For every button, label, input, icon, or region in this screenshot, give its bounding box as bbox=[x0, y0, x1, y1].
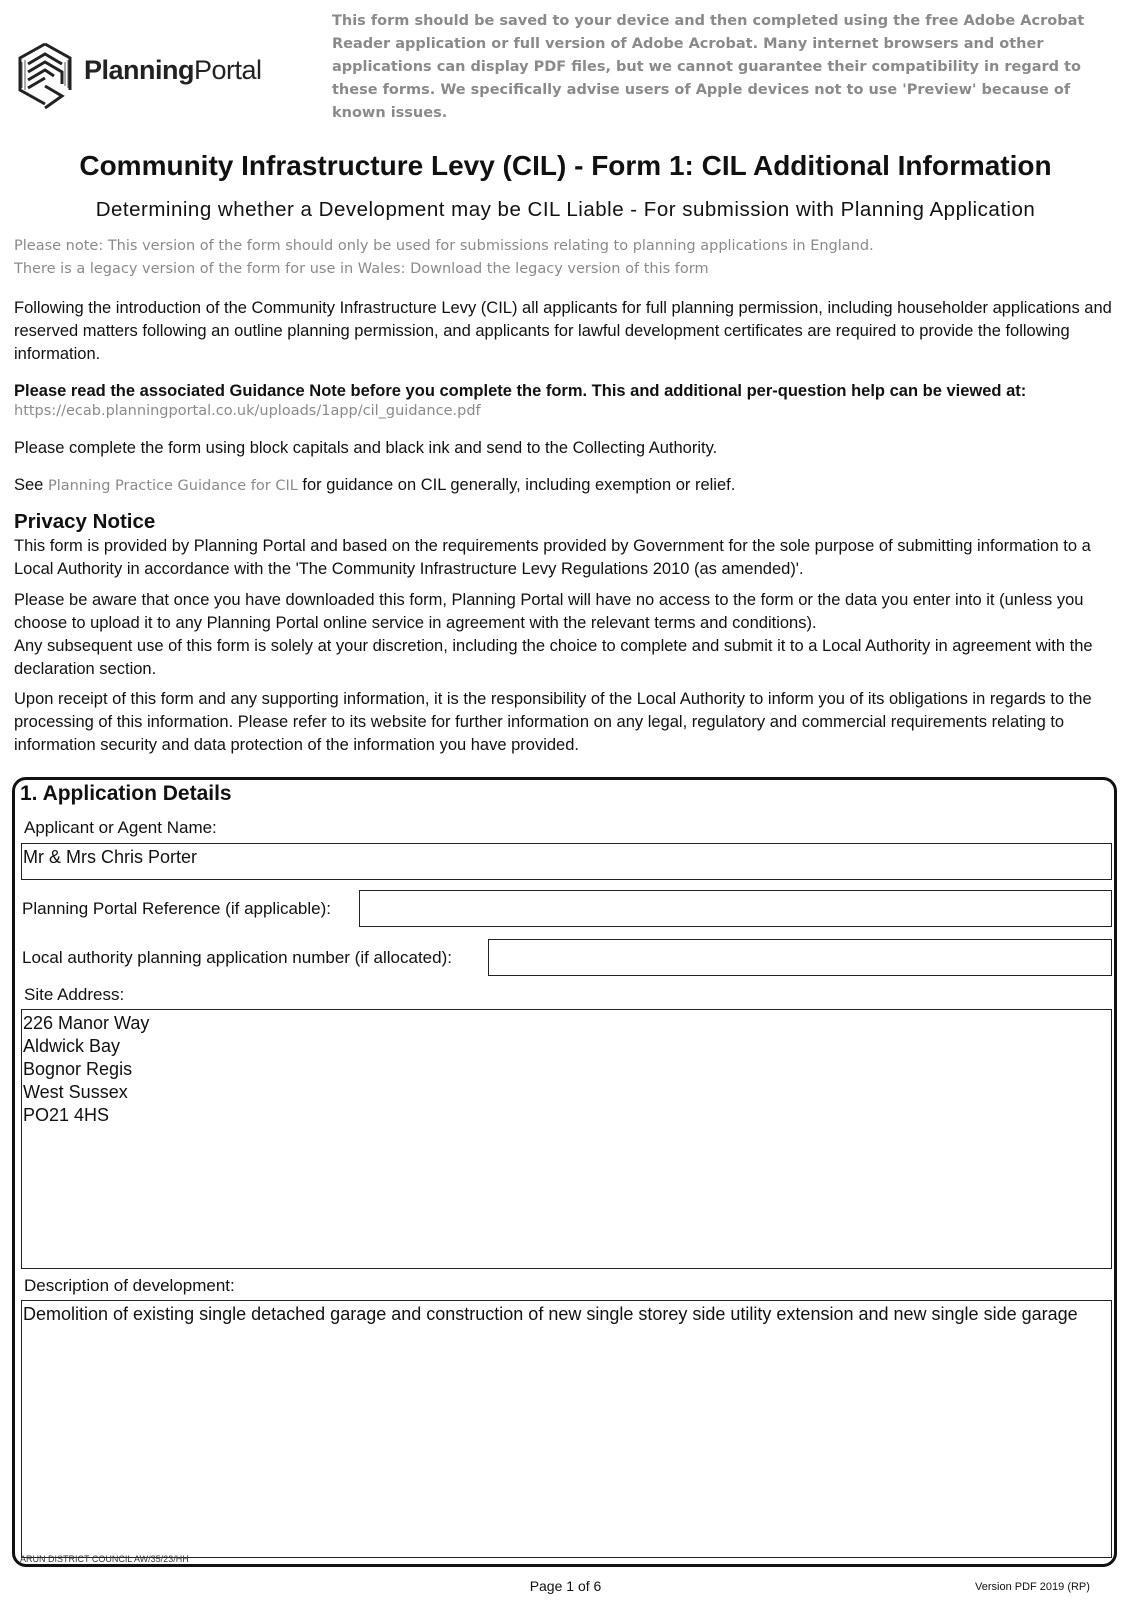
description-label: Description of development: bbox=[24, 1276, 235, 1295]
notice-line: Reader application or full version of Adobe Acrobat. Many internet browsers and other bbox=[332, 36, 1044, 52]
notice-line: these forms. We specifically advise users of Apple devices not to use 'Preview' because of bbox=[332, 82, 1071, 98]
form-title: Community Infrastructure Levy (CIL) - Form 1: CIL Additional Information bbox=[79, 150, 1052, 181]
logo-wordmark bbox=[84, 55, 262, 86]
notice-line: applications can display PDF files, but we cannot guarantee their compatibility in regard to bbox=[332, 59, 1081, 75]
privacy-p4: Upon receipt of this form and any supporting information, it is the responsibility of the Local Authority to inform you of its obligations in regards to the processing of this information. Please refer to its website for further information on any legal, regulatory and commercial requirements relating to information security and data protection of the information you have provided. bbox=[14, 690, 1092, 754]
applicant-name-field[interactable]: Mr & Mrs Chris Porter bbox=[21, 843, 1112, 880]
page-number: Page 1 of 6 bbox=[529, 1578, 602, 1594]
ppg-cil-link[interactable]: Planning Practice Guidance for CIL bbox=[47, 478, 298, 494]
la-number-label: Local authority planning application number (if allocated): bbox=[22, 948, 452, 967]
legacy-form-link[interactable]: There is a legacy version of the form for use in Wales: Download the legacy version of this form bbox=[14, 261, 709, 277]
privacy-p3: Any subsequent use of this form is solely at your discretion, including the choice to complete and submit it to a Local Authority in agreement with the declaration section. bbox=[14, 637, 1093, 678]
privacy-p1: This form is provided by Planning Portal and based on the requirements provided by Government for the sole purpose of submitting information to a Local Authority in accordance with the 'The Community Infrastructure Levy Regulations 2010 (as amended)'. bbox=[14, 537, 1091, 578]
portal-ref-field[interactable] bbox=[359, 890, 1112, 927]
section-title: 1. Application Details bbox=[20, 782, 232, 805]
logo-text-planning: Planning bbox=[84, 55, 194, 85]
notice-line: known issues. bbox=[332, 105, 448, 121]
applicant-label: Applicant or Agent Name: bbox=[24, 818, 217, 837]
version-label: Version PDF 2019 (RP) bbox=[975, 1581, 1090, 1593]
site-address-field[interactable]: 226 Manor Way Aldwick Bay Bognor Regis West Sussex PO21 4HS bbox=[21, 1009, 1112, 1269]
privacy-heading: Privacy Notice bbox=[14, 510, 156, 533]
privacy-p2: Please be aware that once you have downloaded this form, Planning Portal will have no access to the form or the data you enter into it (unless you choose to upload it to any Planning Portal online service in agreement with the relevant terms and conditions). bbox=[14, 591, 1084, 632]
complete-instruction: Please complete the form using block capitals and black ink and send to the Collecting Authority. bbox=[14, 439, 718, 457]
adobe-notice bbox=[332, 10, 1112, 125]
logo-text-portal: Portal bbox=[194, 55, 262, 85]
see-guidance bbox=[14, 474, 1114, 498]
see-suffix: for guidance on CIL generally, including exemption or relief. bbox=[297, 476, 736, 494]
wales-note[interactable] bbox=[14, 261, 1114, 277]
guidance-heading: Please read the associated Guidance Note before you complete the form. This and additional per-question help can be viewed at: bbox=[14, 382, 1027, 400]
description-field[interactable]: Demolition of existing single detached garage and construction of new single storey side utility extension and new single side garage bbox=[21, 1300, 1112, 1558]
guidance-link[interactable]: https://ecab.planningportal.co.uk/uploads/1app/cil_guidance.pdf bbox=[14, 403, 481, 419]
site-address-label: Site Address: bbox=[24, 985, 125, 1004]
england-note: Please note: This version of the form should only be used for submissions relating to planning applications in England. bbox=[14, 238, 874, 254]
see-prefix: See bbox=[14, 476, 48, 494]
logo-mark-icon bbox=[14, 40, 76, 112]
portal-ref-label: Planning Portal Reference (if applicable): bbox=[22, 899, 332, 918]
intro-paragraph: Following the introduction of the Community Infrastructure Levy (CIL) all applicants for full planning permission, including householder applications and reserved matters following an outline planning permission, and applicants for lawful development certificates are required to provide the following information. bbox=[14, 299, 1112, 363]
council-stamp: ARUN DISTRICT COUNCIL AW/35/23/HH bbox=[20, 1554, 189, 1564]
la-number-field[interactable] bbox=[488, 939, 1112, 976]
notice-line: This form should be saved to your device and then completed using the free Adobe Acrobat bbox=[332, 13, 1085, 29]
form-subtitle: Determining whether a Development may be CIL Liable - For submission with Planning Application bbox=[95, 198, 1036, 221]
